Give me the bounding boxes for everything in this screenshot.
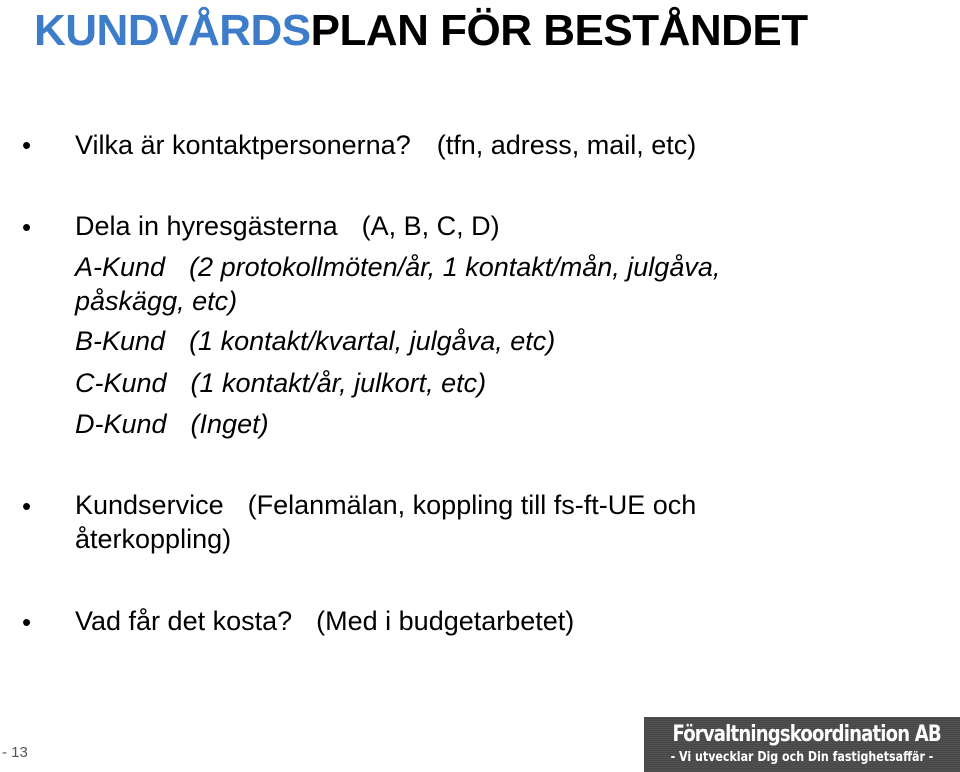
tenant-class-name: A-Kund <box>75 252 166 282</box>
item-service-label: Kundservice <box>75 490 224 520</box>
slide-title-highlight: KUNDVÅRDS <box>34 6 311 55</box>
item-service-detail-cont: återkoppling) <box>75 524 232 554</box>
slide-title <box>34 6 808 56</box>
tenant-class-name: B-Kund <box>75 326 166 356</box>
tenant-class-detail: (2 protokollmöten/år, 1 kontakt/mån, julgåva, <box>189 252 721 282</box>
item-contacts-label: Vilka är kontaktpersonerna? <box>75 130 411 160</box>
bullet-icon: • <box>22 607 32 637</box>
slide-title-rest: PLAN FÖR BESTÅNDET <box>310 6 808 55</box>
bullet-icon: • <box>22 491 32 521</box>
tenant-class-detail: (1 kontakt/kvartal, julgåva, etc) <box>189 326 556 356</box>
tenant-class-b <box>75 324 555 358</box>
bullet-icon: • <box>22 212 32 242</box>
item-service <box>75 488 696 522</box>
item-tenants <box>75 209 500 243</box>
tenant-class-name: D-Kund <box>75 409 167 439</box>
bullet-icon: • <box>22 130 32 160</box>
tenant-class-detail: (Inget) <box>190 409 269 439</box>
item-tenants-label: Dela in hyresgästerna <box>75 211 338 241</box>
item-service-detail: (Felanmälan, koppling till fs-ft-UE och <box>247 490 697 520</box>
item-cost-detail: (Med i budgetarbetet) <box>316 606 575 636</box>
page-number: - 13 <box>2 744 28 761</box>
item-contacts-detail: (tfn, adress, mail, etc) <box>436 130 697 160</box>
tenant-class-detail: (1 kontakt/år, julkort, etc) <box>190 368 487 398</box>
logo-tagline: - Vi utvecklar Dig och Din fastighetsaffär - <box>670 750 934 765</box>
item-cost <box>75 604 574 638</box>
logo-name: Förvaltningskoordination AB <box>672 722 941 747</box>
item-service-continued <box>75 522 231 556</box>
item-contacts <box>75 128 696 162</box>
item-tenants-detail: (A, B, C, D) <box>361 211 500 241</box>
company-logo <box>644 717 960 772</box>
tenant-class-name: C-Kund <box>75 368 167 398</box>
tenant-class-c <box>75 366 486 400</box>
tenant-class-d <box>75 407 269 441</box>
tenant-class-a <box>75 250 720 284</box>
tenant-class-a-continued <box>75 284 237 318</box>
tenant-class-detail-cont: påskägg, etc) <box>75 286 238 316</box>
item-cost-label: Vad får det kosta? <box>75 606 293 636</box>
